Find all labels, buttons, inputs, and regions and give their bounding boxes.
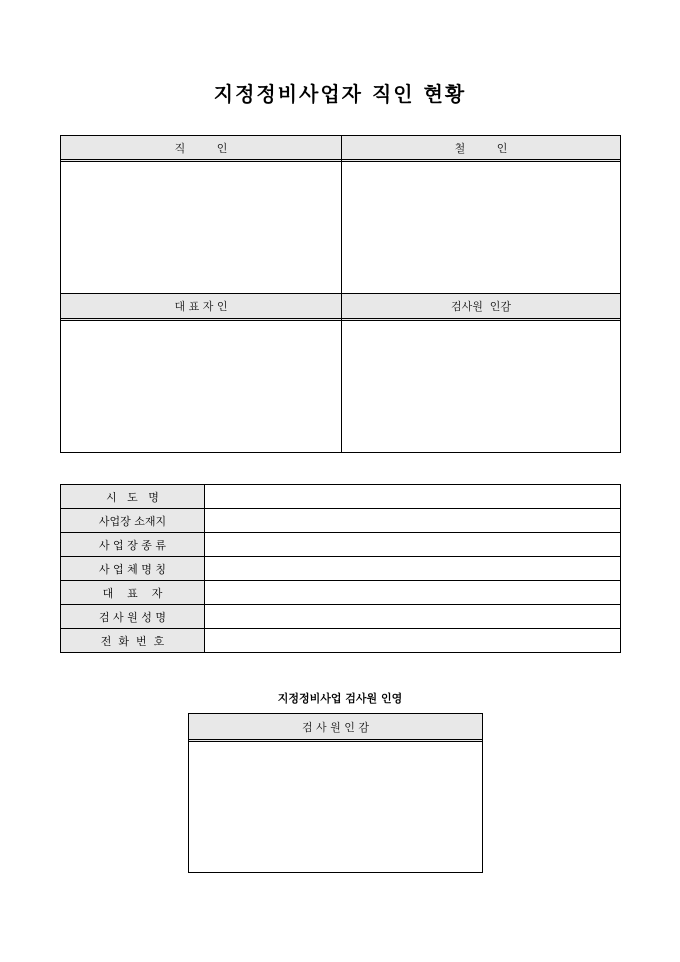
row-label: 사업장 소재지 [61,509,205,533]
company-seal-header: 직 인 [61,136,341,162]
representative-seal-area[interactable] [61,321,341,452]
row-label: 검 사 원 성 명 [61,605,205,629]
table-row [61,485,621,509]
table-row [61,581,621,605]
province-name-field[interactable] [205,485,621,509]
table-row [61,605,621,629]
representative-seal-header: 대 표 자 인 [61,293,341,321]
inspector-seal-section-title: 지정정비사업 검사원 인영 [277,692,403,705]
inspector-seal-header: 검사원 인감 [342,293,620,321]
document-title: 지정정비사업자 직인 현황 [213,82,467,106]
row-label: 시 도 명 [61,485,205,509]
company-name-field[interactable] [205,557,621,581]
company-seal-area[interactable] [61,162,341,293]
iron-seal-header: 철 인 [342,136,620,162]
table-row [61,629,621,653]
row-label: 사 업 장 종 류 [61,533,205,557]
table-row [61,533,621,557]
inspector-seal-box-area[interactable] [189,742,482,872]
inspector-seal-area[interactable] [342,321,620,452]
business-address-field[interactable] [205,509,621,533]
stamp-grid [60,135,621,453]
phone-number-field[interactable] [205,629,621,653]
business-info-table [60,484,621,653]
row-label: 대 표 자 [61,581,205,605]
inspector-seal-box-header: 검 사 원 인 감 [189,714,482,742]
table-row [61,557,621,581]
table-row [61,509,621,533]
business-type-field[interactable] [205,533,621,557]
representative-field[interactable] [205,581,621,605]
iron-seal-area[interactable] [342,162,620,293]
inspector-name-field[interactable] [205,605,621,629]
row-label: 사 업 체 명 칭 [61,557,205,581]
inspector-seal-box [188,713,483,873]
row-label: 전 화 번 호 [61,629,205,653]
